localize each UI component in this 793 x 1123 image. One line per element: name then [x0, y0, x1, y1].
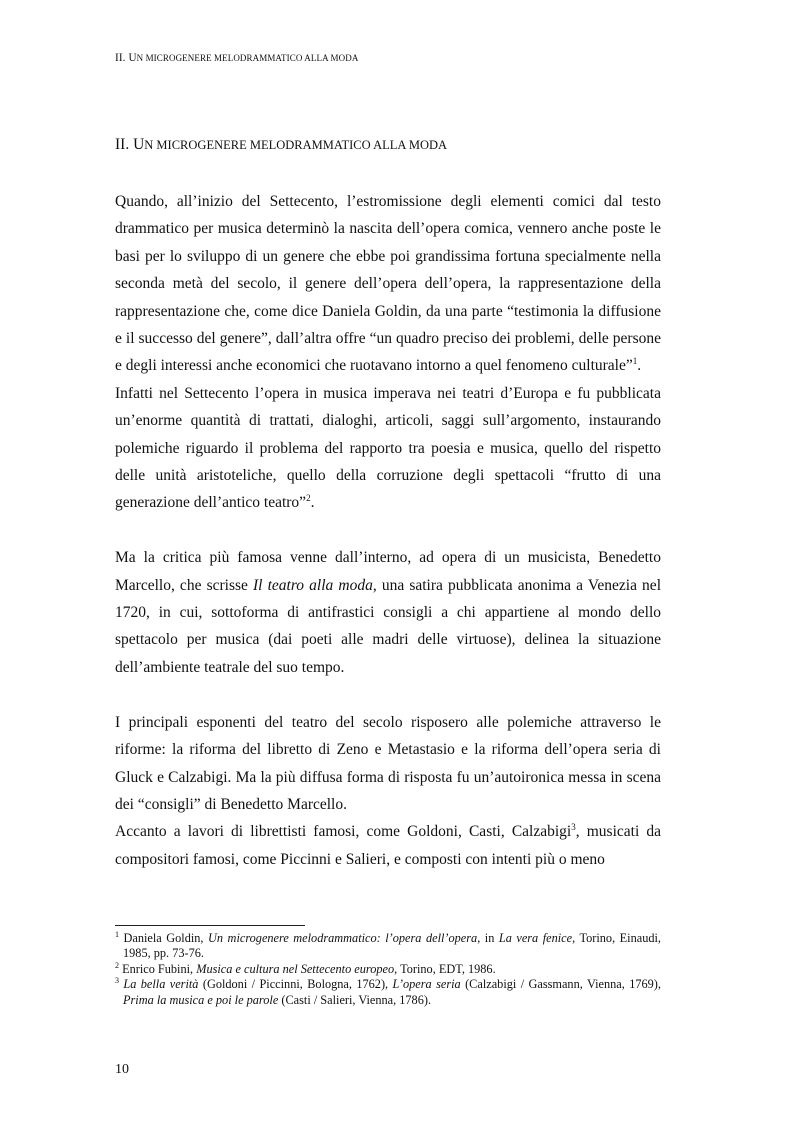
footnote-2-part-a: Enrico Fubini,	[119, 961, 197, 976]
footnote-3-part-a: (Goldoni / Piccinni, Bologna, 1762),	[198, 977, 393, 992]
footnote-3-title-2: L’opera seria	[392, 977, 461, 992]
paragraph-3-before: Ma la critica più famosa venne dall’interno, ad opera di un musicista, Benedetto Marcello, che scrisse	[115, 549, 661, 594]
paragraph-gap	[115, 517, 661, 544]
paragraph-2	[115, 380, 661, 517]
footnote-3-number: 3	[115, 976, 119, 986]
footnotes	[115, 931, 661, 1008]
paragraph-3-book-title: Il teatro alla moda	[253, 576, 373, 594]
footnote-1	[115, 931, 661, 962]
paragraph-4	[115, 709, 661, 819]
chapter-title-rest: N MICROGENERE MELODRAMMATICO ALLA MODA	[144, 138, 448, 152]
footnote-ref-2[interactable]: 2	[306, 493, 311, 504]
running-head-lead: II. U	[115, 52, 137, 64]
paragraph-1-end: .	[637, 357, 642, 375]
footnote-ref-3[interactable]: 3	[571, 822, 576, 833]
paragraph-5-after: , musicati da compositori famosi, come Piccinni e Salieri, e composti con intenti più o meno	[115, 823, 661, 868]
footnote-3-part-c: (Casti / Salieri, Vienna, 1786).	[278, 992, 432, 1007]
paragraph-1	[115, 188, 661, 380]
footnote-ref-1[interactable]: 1	[632, 356, 638, 367]
paragraph-3	[115, 544, 661, 681]
body-text	[115, 188, 661, 873]
footnote-1-number: 1	[115, 929, 119, 939]
footnote-2-title: Musica e cultura nel Settecento europeo	[196, 961, 395, 976]
footnote-1-part-c: , Torino, Einaudi, 1985, pp. 73-76.	[123, 931, 661, 961]
paragraph-4-text: I principali esponenti del teatro del secolo risposero alle polemiche attraverso le riforme: la riforma del libretto di Zeno e Metastasio e la riforma dell’opera seria di Gluck e Calzabigi. Ma la più diffusa forma di risposta fu un’autoironica messa in scena dei “consigli” di Benedetto Marcello.	[115, 713, 661, 813]
page-number: 10	[115, 1062, 129, 1077]
footnote-1-part-b: , in	[477, 931, 499, 945]
paragraph-3-after: , una satira pubblicata anonima a Venezia nel 1720, in cui, sottoforma di antifrastici consigli a chi appartiene al mondo dello spettacolo per musica (dai poeti alle madri delle virtuose), delinea la situazione dell’ambiente teatrale del suo tempo.	[115, 576, 661, 676]
paragraph-1-text: Quando, all’inizio del Settecento, l’estromissione degli elementi comici dal testo drammatico per musica determinò la nascita dell’opera comica, vennero anche poste le basi per lo sviluppo di un genere che ebbe poi grandissima fortuna specialmente nella seconda metà del secolo, il genere dell’opera dell’opera, la rappresentazione della rappresentazione che, come dice Daniela Goldin, da una parte “testimonia la diffusione e il successo del genere”, dall’altra offre “un quadro preciso dei problemi, delle persone e degli interessi anche economici che ruotavano intorno a quel fenomeno culturale”	[115, 193, 661, 375]
footnote-1-part-a: Daniela Goldin,	[119, 931, 209, 945]
running-head	[115, 52, 358, 64]
running-head-rest: N MICROGENERE MELODRAMMATICO ALLA MODA	[136, 53, 359, 63]
chapter-title-lead: II. U	[115, 136, 145, 153]
chapter-title	[115, 136, 447, 154]
paragraph-5	[115, 818, 661, 873]
footnote-divider	[115, 925, 305, 926]
paragraph-gap	[115, 681, 661, 708]
footnote-3-title-1: La bella verità	[123, 977, 199, 992]
footnote-1-title-1: Un microgenere melodrammatico: l’opera dell’opera	[208, 931, 478, 945]
paragraph-5-before: Accanto a lavori di librettisti famosi, come Goldoni, Casti, Calzabigi	[115, 823, 572, 841]
paragraph-2-text: Infatti nel Settecento l’opera in musica imperava nei teatri d’Europa e fu pubblicata un’enorme quantità di trattati, dialoghi, articoli, saggi sull’argomento, instaurando polemiche riguardo il problema del rapporto tra poesia e musica, quello del rispetto delle unità aristoteliche, quello della corruzione degli spettacoli “frutto di una generazione dell’antico teatro”	[115, 384, 661, 512]
footnote-3-part-b: (Calzabigi / Gassmann, Vienna, 1769),	[460, 977, 661, 992]
footnote-2-part-b: , Torino, EDT, 1986.	[394, 961, 496, 976]
footnote-1-title-2: La vera fenice	[498, 931, 573, 945]
paragraph-2-end: .	[310, 494, 315, 512]
footnote-2-number: 2	[115, 960, 119, 970]
footnote-3	[115, 977, 661, 1008]
footnote-3-title-3: Prima la musica e poi le parole	[123, 992, 279, 1007]
footnote-2	[115, 962, 661, 977]
